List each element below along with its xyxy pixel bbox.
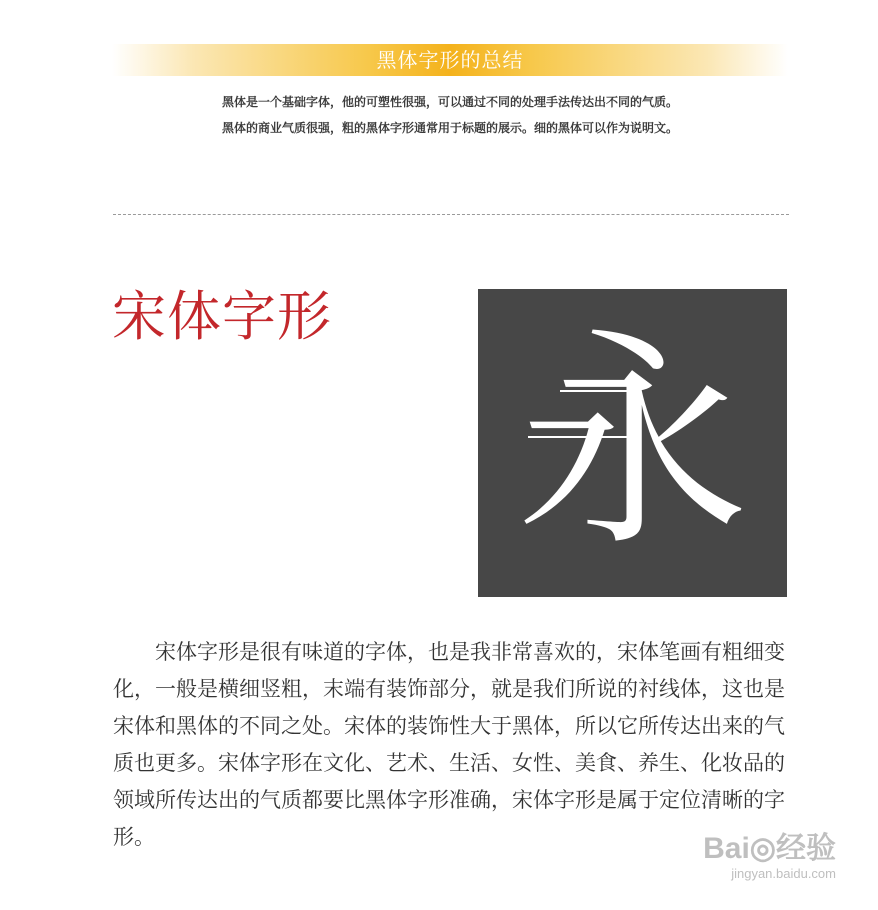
baidu-jingyan-watermark: [703, 832, 836, 882]
watermark-logo: Bai◎经验: [703, 832, 836, 865]
section-heading: 宋体字形: [112, 285, 332, 348]
dashed-divider: [113, 214, 789, 215]
section-title-banner: [112, 44, 788, 76]
body-paragraph: 宋体字形是很有味道的字体，也是我非常喜欢的，宋体笔画有粗细变化，一般是横细竖粗，末端有装饰部分，就是我们所说的衬线体，这也是宋体和黑体的不同之处。宋体的装饰性大于黑体，所以它所传达出来的气质也更多。宋体字形在文化、艺术、生活、女性、美食、养生、化妆品的领域所传达出的气质都要比黑体字形准确，宋体字形是属于定位清晰的字形。: [113, 640, 785, 849]
banner-title: 黑体字形的总结: [376, 48, 524, 72]
summary-line-1: 黑体是一个基础字体，他的可塑性很强，可以通过不同的处理手法传达出不同的气质。: [221, 95, 678, 109]
glyph-sample-panel: [478, 289, 787, 597]
watermark-url: jingyan.baidu.com: [731, 866, 836, 881]
glyph-character: 永: [516, 308, 749, 578]
summary-line-2: 黑体的商业气质很强，粗的黑体字形通常用于标题的展示。细的黑体可以作为说明文。: [221, 121, 678, 135]
